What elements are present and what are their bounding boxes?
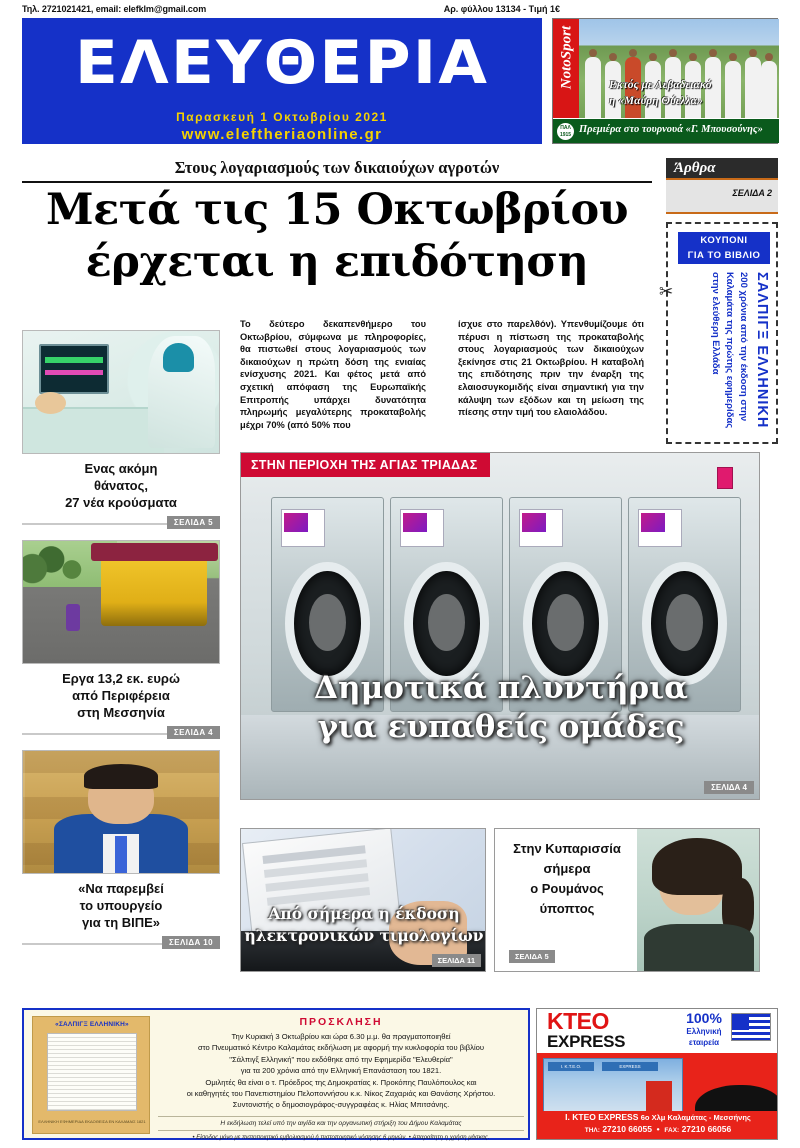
notosport-caption-line2: η «Μαύρη Θύελλα» [609,95,703,107]
publication-date: Παρασκευή 1 Οκτωβρίου 2021 [176,110,388,124]
woman-portrait-photo [637,829,759,972]
left-story-vipe-caption [22,874,220,934]
masthead [22,18,542,144]
invitation-title: ΠΡΟΣΚΛΗΣΗ [299,1016,383,1028]
book-cover-footer: ΕΛΛΗΝΙΚΗ ΕΦΗΜΕΡΙΔΑ ΕΚΔΟΘΕΙΣΑ ΕΝ ΚΑΛΑΜΑΙΣ 1821 [38,1119,146,1124]
issue-info: Αρ. φύλλου 13134 - Τιμή 1€ [443,4,560,14]
left-story-vipe-footer [22,936,220,952]
hair-graphic [84,764,158,788]
caption-line-3: για τη ΒΙΠΕ» [81,915,161,930]
notosport-bottom-caption: Πρεμιέρα στο τουρνουά «Γ. Μπουσούνης» [579,124,763,135]
politician-photo [22,750,220,874]
invitation-advertisement[interactable] [22,1008,530,1140]
invitation-line-3: "Σάλπιγξ Ελληνική" που εκδόθηκε από την Εφημερίδα "Ελευθερία" [229,1054,453,1064]
caption-line-1: «Να παρεμβεί [78,881,164,896]
text-line-2: σήμερα [543,861,591,876]
headline-line-1: Μετά τις 15 Οκτωβρίου [46,185,628,235]
book-coupon-box[interactable] [659,222,778,444]
arthra-title: Άρθρα [674,160,716,176]
newspaper-logo: ΕΛΕΥΘΕΡΙΑ [74,28,490,98]
notosport-promo-box[interactable] [552,18,778,144]
paving-machine-graphic [101,558,207,626]
lead-body-column-2: ίσχυε στο παρελθόν). Υπενθυμίζουμε ότι πέρυσι η πίστωση της προκαταβολής στους λογαριασμούς των δικαιούχων ξεκίνησε στις 21 Οκτωβρίου. Η καταβολή της επιδότησης πριν την έναρξη της ελαιοσυγκομιδής είναι σημαντική για την κάλυψη των εξόδων και τη μείωση της πίεσης στην τιμή του ελαιολάδου. [458,319,644,418]
coupon-book-subtitle: 200 χρόνια από την έκδοση στην Καλαμάτα της πρώτης εφημερίδας στην ελεύθερη Ελλάδα [710,272,749,429]
book-cover-page-graphic [47,1033,137,1111]
notosport-bottom-bar [553,118,779,143]
feature-story-laundromat[interactable] [240,452,760,800]
caption-line-3: στη Μεσσηνία [77,705,165,720]
invitation-small-print: • Είσοδος μόνο με πιστοποιητικό εμβολιασμού ή πιστοποιητικό νόσησης 6 μηνών. • Απαραίτητη η χρήση μάσκας. [192,1134,490,1141]
caption-line-3: 27 νέα κρούσματα [65,495,177,510]
football-team-photo [579,19,779,119]
left-story-covid-footer [22,516,220,532]
kteo-percent-label: 100% [686,1010,722,1026]
kteo-header [537,1009,778,1055]
kteo-advertisement[interactable] [536,1008,778,1140]
shop-building-graphic [543,1058,683,1112]
left-story-covid[interactable] [22,330,220,532]
left-story-roadworks[interactable] [22,540,220,742]
left-story-roadworks-footer [22,726,220,742]
coupon-label-line1: ΚΟΥΠΟΝΙ [700,235,748,246]
book-cover-image [32,1016,150,1134]
kteo-brand-express: EXPRESS [547,1032,626,1051]
kteo-contact-bar [537,1111,778,1139]
story-einvoices-title [241,903,486,947]
lead-kicker: Στους λογαριασμούς των δικαιούχων αγροτών [22,158,652,183]
invitation-text-block [158,1016,524,1141]
headline-line-2: έρχεται η επιδότηση [85,237,589,287]
caption-line-1: Εργα 13,2 εκ. ευρώ [62,671,180,686]
page-ref-badge[interactable]: ΣΕΛΙΔΑ 4 [704,781,754,794]
caption-line-2: θάνατος, [94,478,148,493]
fax-label: FAX: [664,1127,680,1134]
kteo-address [537,1112,778,1122]
coupon-label [678,232,770,264]
story-kyparissia-suspect[interactable] [494,828,760,972]
page-ref-badge[interactable]: ΣΕΛΙΔΑ 5 [509,950,555,963]
invitation-line-2: στο Πνευματικό Κέντρο Καλαμάτας εκδήλωση με αφορμή την κυκλοφορία του βιβλίου [197,1043,485,1053]
left-story-roadworks-caption [22,664,220,724]
top-info-bar [0,0,800,20]
contact-info: Τηλ. 2721021421, email: elefklm@gmail.com [22,4,207,14]
notosport-brand-strip [553,19,579,119]
feature-title [241,669,760,747]
car-silhouette-icon [695,1085,778,1113]
road-paving-photo [22,540,220,664]
arthra-title-bar [666,158,778,180]
title-line-2: ηλεκτρονικών τιμολογίων [244,926,484,945]
left-photo-column [22,330,220,960]
page-ref-badge[interactable]: ΣΕΛΙΔΑ 5 [167,516,220,529]
story-einvoices[interactable] [240,828,486,972]
invitation-line-5: Ομιλητές θα είναι ο τ. Πρόεδρος της Δημοκρατίας κ. Προκόπης Παυλόπουλος και [205,1077,477,1087]
feature-title-line-1: Δημοτικά πλυντήρια [313,670,688,706]
icu-hospital-photo [22,330,220,454]
kteo-phone-line: ΤΗΛ: 27210 66055 • FAX: 27210 66056 [584,1124,732,1134]
caption-line-1: Ενας ακόμη [84,461,158,476]
page-ref-badge[interactable]: ΣΕΛΙΔΑ 11 [432,954,481,967]
feature-title-line-2: για ευπαθείς ομάδες [317,709,685,745]
invitation-line-6: οι καθηγητές του Πανεπιστημίου Πελοποννήσου κ.κ. Νίκος Ζαχαριάς και Θανάσης Χρήστου. [186,1089,496,1099]
website-url[interactable]: www.eleftheriaonline.gr [181,126,383,143]
text-line-4: ύποπτος [539,901,595,916]
text-line-1: Στην Κυπαρισσία [513,841,621,856]
patient-head-graphic [35,392,66,414]
phone-label: ΤΗΛ: [584,1127,600,1134]
notosport-caption-line1: Εκτός με Λεβαδειακό [609,79,712,91]
greek-flag-icon [731,1013,771,1041]
tie-graphic [115,836,127,873]
book-cover-title: «ΣΑΛΠΙΓΞ ΕΛΛΗΝΙΚΗ» [55,1021,129,1028]
invitation-line-4: για τα 200 χρόνια από την Ελληνική Επανάσταση του 1821. [240,1066,442,1076]
coupon-book-title: ΣΑΛΠΙΓΞ ΕΛΛΗΝΙΚΗ [754,272,770,429]
notosport-brand-label: NotoSport [558,25,575,90]
kteo-shop-photo [537,1053,778,1115]
caption-line-2: το υπουργείο [79,898,163,913]
page-ref-badge[interactable]: ΣΕΛΙΔΑ 10 [162,936,220,949]
kteo-greek-company-label [673,1026,735,1048]
shop-sign-2: EXPRESS [602,1062,658,1071]
scissors-icon: ✂ [659,282,674,301]
arthra-page-ref: ΣΕΛΙΔΑ 2 [732,188,772,198]
feature-topic-tag: ΣΤΗΝ ΠΕΡΙΟΧΗ ΤΗΣ ΑΓΙΑΣ ΤΡΙΑΔΑΣ [241,453,490,477]
kteo-phone-number[interactable]: 27210 66055 [602,1124,652,1134]
caption-line-2: από Περιφέρεια [72,688,170,703]
lead-body-text [240,318,644,431]
left-story-vipe[interactable] [22,750,220,952]
torso-graphic [644,924,754,972]
invitation-note: Η εκδήλωση τελεί υπό την αιγίδα και την οργανωτική στήριξη του Δήμου Καλαμάτας [158,1116,524,1131]
coupon-label-line2: ΓΙΑ ΤΟ ΒΙΒΛΙΟ [687,250,761,261]
lead-headline [22,184,652,288]
patient-monitor-icon [39,344,110,394]
worker-figure-graphic [66,604,80,631]
invitation-line-7: Συντονιστής ο δημοσιογράφος-συγγραφέας κ. Ηλίας Μπιτσάνης. [232,1100,450,1110]
arthra-box[interactable] [666,158,778,214]
kteo-brand-name: ΚΤΕΟ [547,1008,609,1034]
greek-line-2: εταιρεία [688,1038,720,1047]
fire-alarm-icon [717,467,733,489]
shop-door-graphic [646,1081,672,1111]
shop-sign-1: Ι. Κ.Τ.Ε.Ο. [548,1062,594,1071]
left-story-covid-caption [22,454,220,514]
club-badge-icon: ΠΑΛ 1915 [557,123,574,140]
title-line-1: Από σήμερα η έκδοση [268,904,460,923]
page-ref-badge[interactable]: ΣΕΛΙΔΑ 4 [167,726,220,739]
lead-body-column-1: Το δεύτερο δεκαπενθήμερο του Οκτωβρίου, σύμφωνα με πληροφορίες, θα πιστωθεί στους λογαριασμούς των δικαιούχων η πρώτη δόση της ενιαίας ενίσχυσης 2021. Και φέτος μετά από σχετική απόφαση της Ευρωπαϊκής Επιτροπής υπάρχει δυνατότητα πληρωμής μεγαλύτερης προκαταβολής μέχρι 70% (από 50% που [240,319,426,430]
text-line-3: ο Ρουμάνος [530,881,604,896]
greek-line-1: Ελληνική [686,1027,722,1036]
nurse-figure-graphic [148,336,215,448]
invitation-line-1: Την Κυριακή 3 Οκτωβρίου και ώρα 6.30 μ.μ. θα πραγματοποιηθεί [231,1032,451,1041]
story-kyparissia-text [495,839,639,919]
kteo-fax-number: 27210 66056 [681,1124,732,1134]
hospital-bed-graphic [23,407,164,453]
kteo-address-bold: Ι. ΚΤΕΟ EXPRESS [565,1112,639,1122]
kteo-address-rest: 6ο Χλμ Καλαμάτας - Μεσσήνης [640,1113,751,1122]
